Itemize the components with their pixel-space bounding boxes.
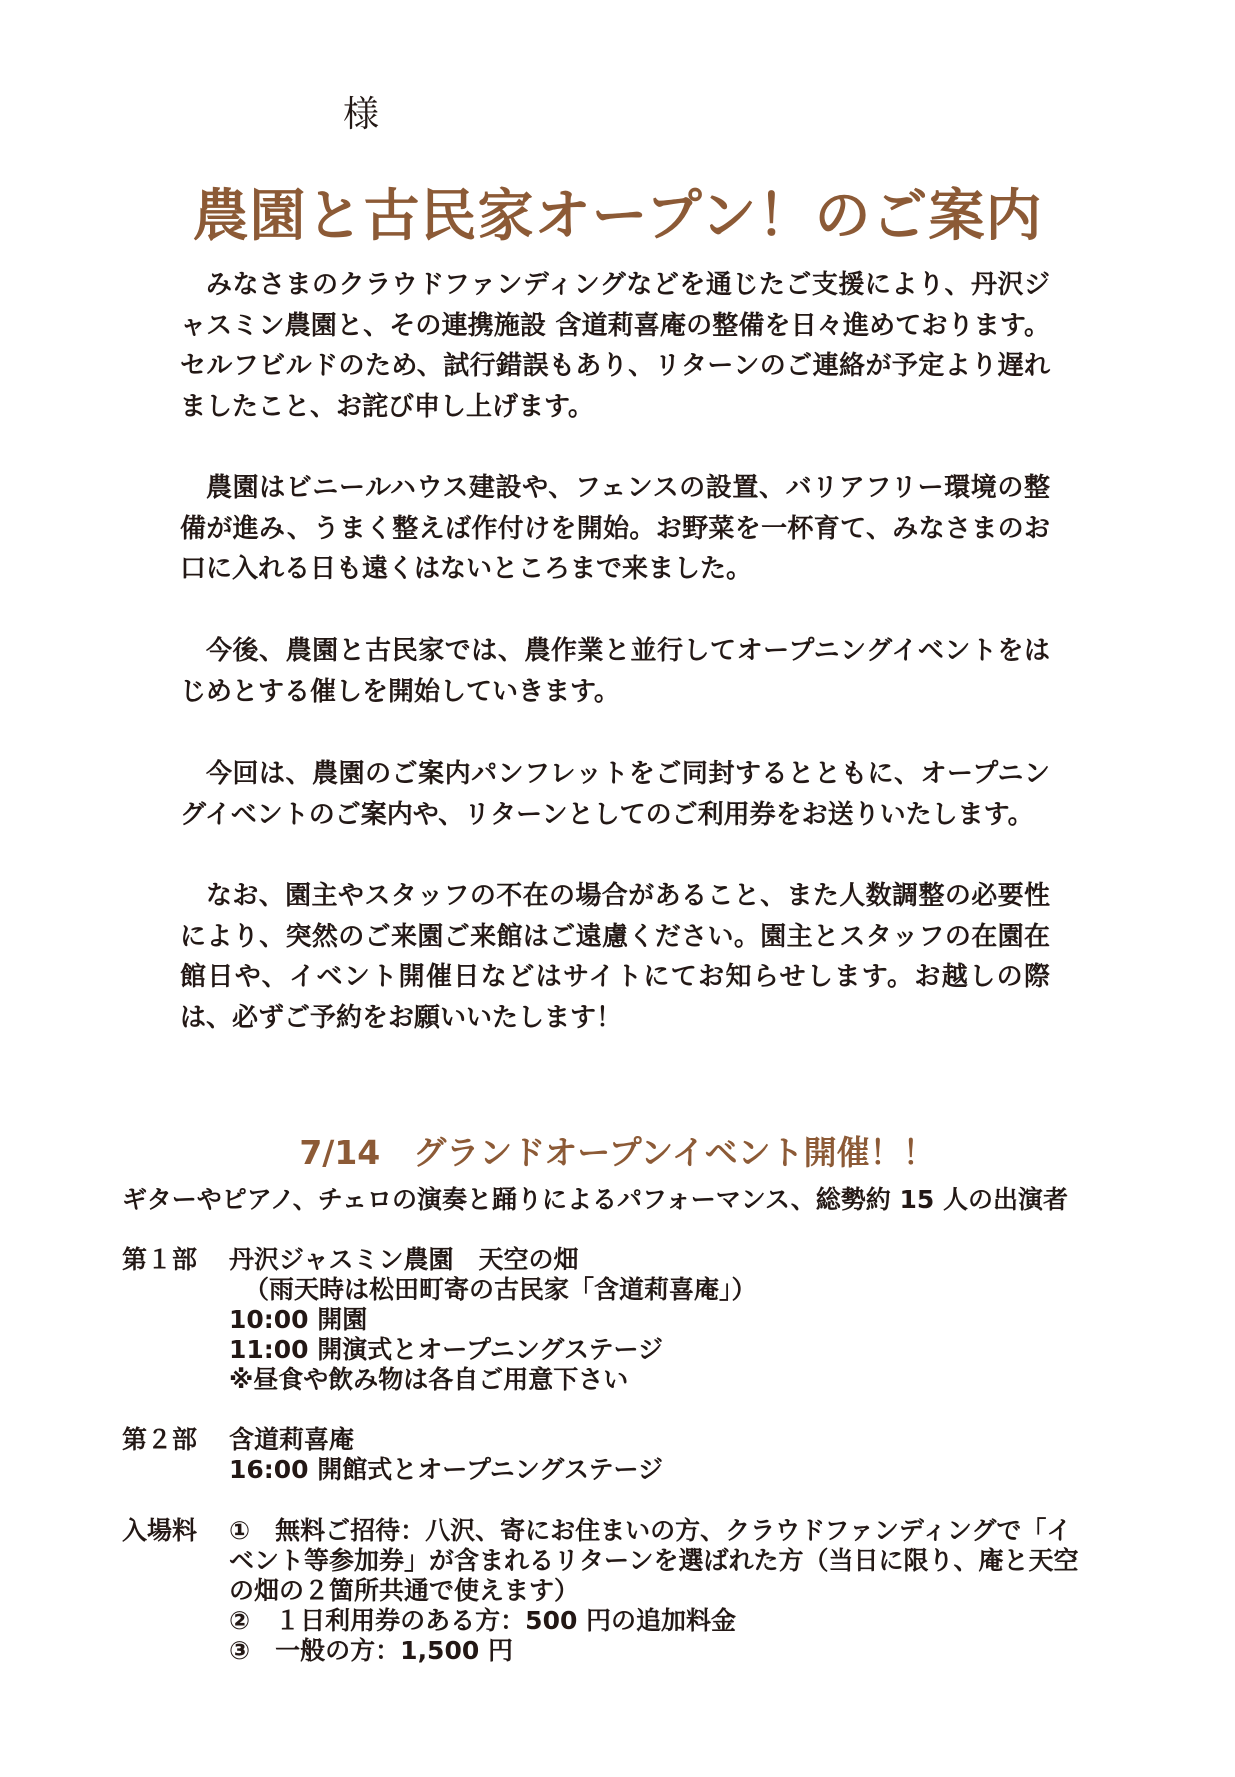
part1-rain-note: （雨天時は松田町寄の古民家「含道莉喜庵」） [244, 1275, 757, 1304]
fee-section [122, 1516, 1079, 1666]
part1-label: 第１部 [122, 1245, 198, 1274]
paragraph-3: 今後、農園と古民家では、農作業と並行してオープニングイベントをはじめとする催しを開始していきます。 [180, 636, 1050, 707]
part1-time1: 10:00 開園 [229, 1305, 368, 1334]
fee-label: 入場料 [122, 1516, 198, 1545]
part2-label: 第２部 [122, 1425, 198, 1454]
event-subtitle: ギターやピアノ、チェロの演奏と踊りによるパフォーマンス、総勢約 15 人の出演者 [122, 1185, 1068, 1214]
event-title: 7/14 グランドオープンイベント開催！！ [299, 1133, 936, 1172]
fee-item3: ③ 一般の方：1,500 円 [229, 1636, 513, 1665]
paragraph-5: なお、園主やスタッフの不在の場合があること、また人数調整の必要性により、突然のご来園ご来館はご遠慮ください。園主とスタッフの在園在館日や、イベント開催日などはサイトにてお知らせします。お越しの際は、必ずご予約をお願いいたします！ [180, 881, 1050, 1033]
part2-place: 含道莉喜庵 [229, 1425, 355, 1454]
paragraph-5-block [180, 876, 1050, 1038]
part1-section [122, 1245, 757, 1395]
part1-time2: 11:00 開演式とオープニングステージ [229, 1335, 664, 1364]
paragraph-4-block [180, 754, 1050, 835]
fee-item1-line1: ① 無料ご招待：八沢、寄にお住まいの方、クラウドファンディングで「イ [229, 1516, 1072, 1545]
page-title: 農園と古民家オープン！のご案内 [192, 184, 1043, 249]
salutation: 様 [343, 94, 380, 135]
paragraph-1-block [180, 265, 1050, 427]
part1-note: ※昼食や飲み物は各自ご用意下さい [229, 1365, 629, 1394]
part1-place: 丹沢ジャスミン農園 天空の畑 [229, 1245, 579, 1274]
fee-item2: ② １日利用券のある方：500 円の追加料金 [229, 1606, 737, 1635]
paragraph-3-block [180, 631, 1050, 712]
fee-item1-line2: ベント等参加券」が含まれるリターンを選ばれた方（当日に限り、庵と天空 [229, 1546, 1079, 1575]
fee-item1-line3: の畑の２箇所共通で使えます） [229, 1576, 580, 1605]
paragraph-2: 農園はビニールハウス建設や、フェンスの設置、バリアフリー環境の整備が進み、うまく整えば作付けを開始。お野菜を一杯育て、みなさまのお口に入れる日も遠くはないところまで来ました。 [180, 473, 1050, 584]
part2-time1: 16:00 開館式とオープニングステージ [229, 1455, 664, 1484]
paragraph-1: みなさまのクラウドファンディングなどを通じたご支援により、丹沢ジャスミン農園と、その連携施設 含道莉喜庵の整備を日々進めております。セルフビルドのため、試行錯誤もあり、リターンのご連絡が予定より遅れましたこと、お詫び申し上げます。 [180, 270, 1050, 422]
part2-section [122, 1425, 663, 1485]
paragraph-4: 今回は、農園のご案内パンフレットをご同封するとともに、オープニングイベントのご案内や、リターンとしてのご利用券をお送りいたします。 [180, 759, 1050, 830]
paragraph-2-block [180, 468, 1050, 590]
